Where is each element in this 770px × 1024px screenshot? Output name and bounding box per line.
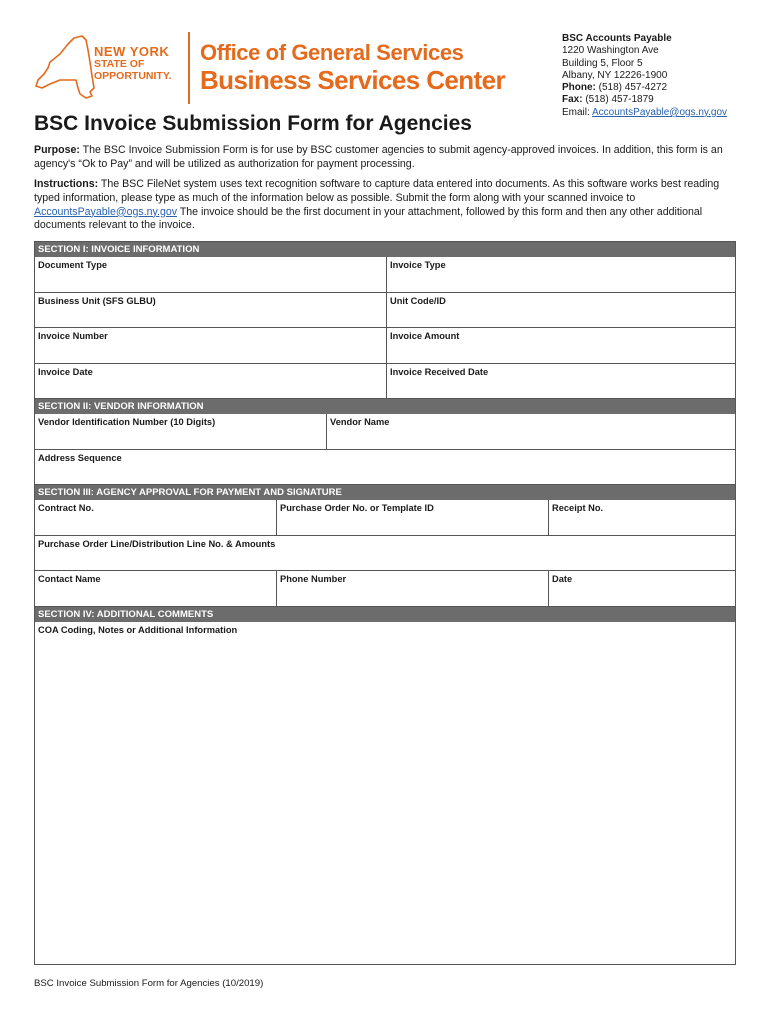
form-row (35, 536, 735, 571)
contact-phone (562, 82, 727, 94)
business-unit-label: Business Unit (SFS GLBU) (38, 296, 156, 306)
ny-wordmark-line3: OPPORTUNITY. (94, 70, 172, 82)
contact-fax (562, 94, 727, 106)
vendor-name-label: Vendor Name (330, 417, 390, 427)
fax-label: Fax: (562, 94, 583, 106)
invoice-type-field[interactable] (386, 257, 735, 292)
vendor-name-field[interactable] (326, 414, 735, 449)
form-row (35, 500, 735, 536)
section2-heading: SECTION II: VENDOR INFORMATION (35, 399, 735, 414)
address-sequence-label: Address Sequence (38, 453, 122, 463)
phone-value: (518) 457-4272 (595, 82, 668, 94)
phone-label: Phone: (562, 82, 596, 94)
form-row (35, 257, 735, 293)
receipt-no-label: Receipt No. (552, 503, 604, 513)
ny-wordmark (94, 46, 172, 82)
po-line-field[interactable] (35, 536, 735, 570)
fax-value: (518) 457-1879 (582, 94, 654, 106)
coa-comments-field[interactable] (35, 622, 735, 964)
new-york-state-map-icon (30, 32, 102, 104)
form-row (35, 328, 735, 364)
section3-heading: SECTION III: AGENCY APPROVAL FOR PAYMENT AND SIGNATURE (35, 485, 735, 500)
contact-name: BSC Accounts Payable (562, 33, 672, 44)
invoice-form (34, 241, 736, 965)
invoice-number-field[interactable] (35, 328, 386, 363)
bsc-title: Business Services Center (200, 65, 505, 95)
invoice-date-field[interactable] (35, 364, 386, 398)
invoice-amount-label: Invoice Amount (390, 331, 460, 341)
instructions-label: Instructions: (34, 178, 99, 190)
contact-name-label: Contact Name (38, 574, 101, 584)
contact-address2: Building 5, Floor 5 (562, 57, 643, 69)
contract-no-field[interactable] (35, 500, 276, 535)
invoice-date-label: Invoice Date (38, 367, 93, 377)
section1-heading: SECTION I: INVOICE INFORMATION (35, 242, 735, 257)
business-unit-field[interactable] (35, 293, 386, 327)
address-sequence-field[interactable] (35, 450, 735, 484)
date-field[interactable] (548, 571, 735, 606)
po-number-label: Purchase Order No. or Template ID (280, 503, 434, 513)
email-label: Email: (562, 106, 593, 118)
purpose-text: The BSC Invoice Submission Form is for use by BSC customer agencies to submit agency-approved invoices. In addition, this form is an agency's “Ok to Pay” and will be utilized as authorization for payment processing. (34, 144, 723, 170)
phone-number-field[interactable] (276, 571, 548, 606)
contact-name-field[interactable] (35, 571, 276, 606)
document-type-field[interactable] (35, 257, 386, 292)
vendor-id-label: Vendor Identification Number (10 Digits) (38, 417, 216, 427)
ogs-title: Office of General Services (200, 40, 464, 65)
form-row (35, 571, 735, 607)
invoice-number-label: Invoice Number (38, 331, 108, 341)
receipt-no-field[interactable] (548, 500, 735, 535)
footer-text: BSC Invoice Submission Form for Agencies (10/2019) (34, 978, 264, 989)
invoice-type-label: Invoice Type (390, 260, 446, 270)
contact-address1: 1220 Washington Ave (562, 45, 659, 57)
contact-email-link[interactable]: AccountsPayable@ogs.ny.gov (592, 106, 728, 118)
coa-comments-label: COA Coding, Notes or Additional Information (38, 625, 238, 635)
po-number-field[interactable] (276, 500, 548, 535)
unit-code-label: Unit Code/ID (390, 296, 446, 306)
contact-email (562, 107, 727, 119)
document-type-label: Document Type (38, 260, 108, 270)
phone-number-label: Phone Number (280, 574, 347, 584)
page-title: BSC Invoice Submission Form for Agencies (34, 112, 472, 135)
date-label: Date (552, 574, 573, 584)
unit-code-field[interactable] (386, 293, 735, 327)
logo-divider (188, 32, 190, 104)
ogs-logo (30, 28, 510, 108)
form-row (35, 293, 735, 328)
form-row (35, 450, 735, 485)
invoice-received-date-field[interactable] (386, 364, 735, 398)
form-row (35, 364, 735, 399)
purpose-label: Purpose: (34, 144, 80, 156)
po-line-label: Purchase Order Line/Distribution Line No. & Amounts (38, 539, 276, 549)
instructions-text1: The BSC FileNet system uses text recognition software to capture data entered into documents. As this software works best reading typed information, please type as much of the information below as possible. Submit the form along with your scanned invoice to (34, 178, 720, 204)
form-row (35, 414, 735, 450)
vendor-id-field[interactable] (35, 414, 326, 449)
section4-heading: SECTION IV: ADDITIONAL COMMENTS (35, 607, 735, 622)
invoice-amount-field[interactable] (386, 328, 735, 363)
instructions-text2: The invoice should be the first document in your attachment, followed by this form and then any other additional documents relevant to the invoice. (34, 205, 703, 232)
invoice-received-date-label: Invoice Received Date (390, 367, 489, 377)
instructions-paragraph (34, 178, 740, 233)
form-row (35, 622, 735, 964)
instructions-email-link[interactable]: AccountsPayable@ogs.ny.gov (34, 205, 178, 218)
ny-wordmark-line1: NEW YORK (94, 44, 170, 59)
contact-address3: Albany, NY 12226-1900 (562, 69, 668, 81)
contract-no-label: Contract No. (38, 503, 94, 513)
purpose-paragraph (34, 144, 740, 172)
ny-wordmark-line2: STATE OF (94, 58, 145, 70)
contact-block (562, 33, 727, 119)
